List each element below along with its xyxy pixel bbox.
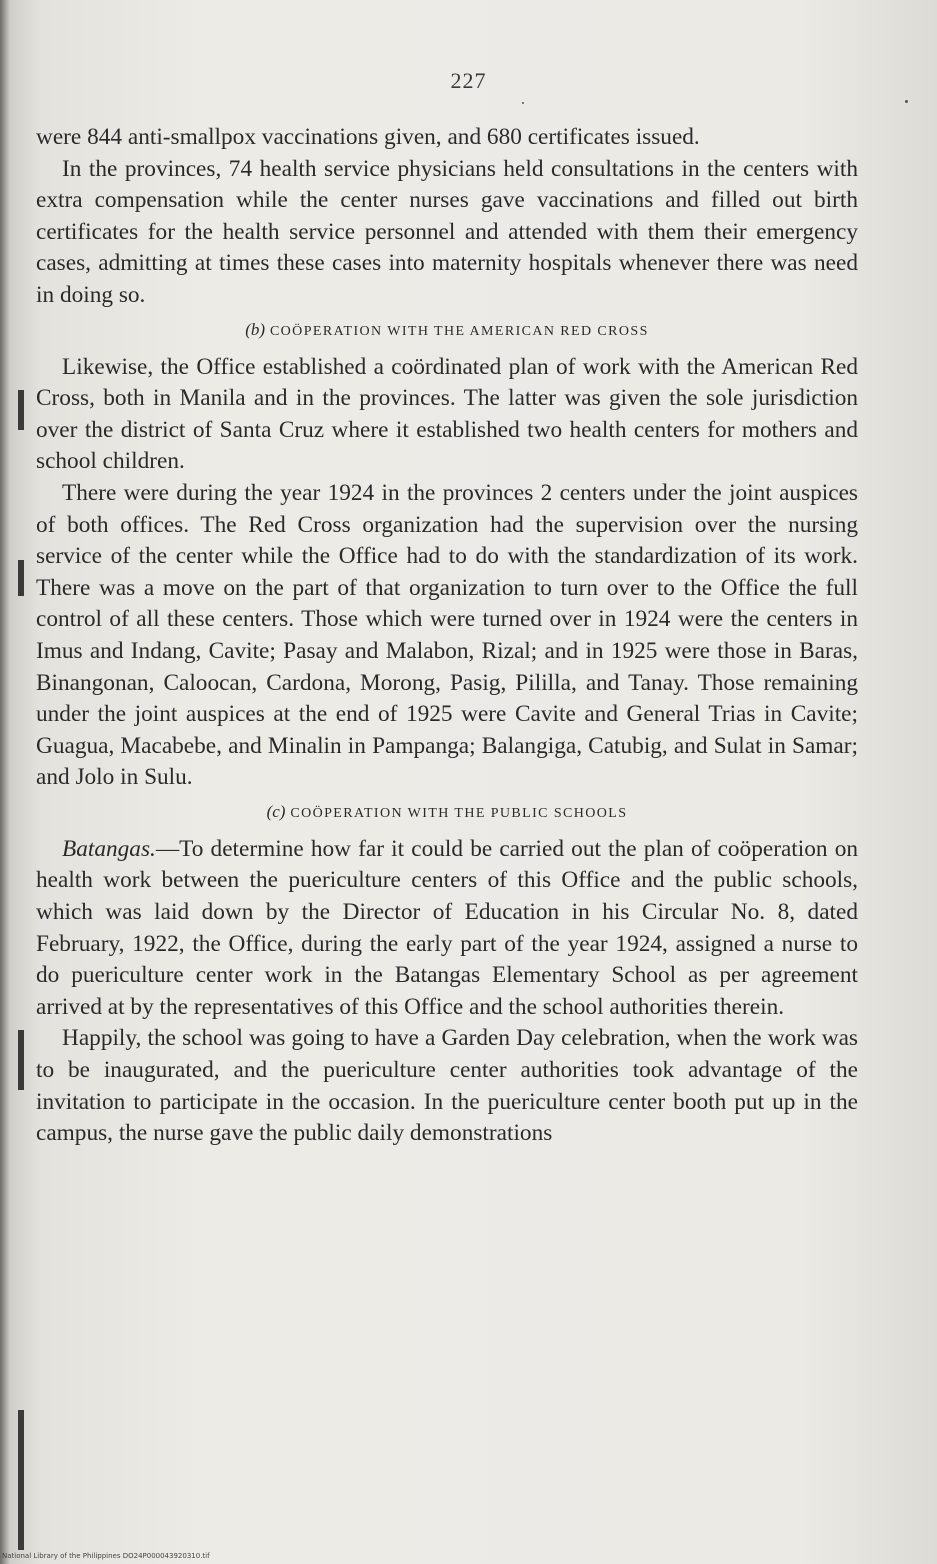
scan-credit: National Library of the Philippines DO24P000043920310.tif (2, 1552, 210, 1560)
section-title: COÖPERATION WITH THE PUBLIC SCHOOLS (290, 805, 628, 821)
paragraph (36, 834, 858, 1024)
paragraph: Happily, the school was going to have a Garden Day celebration, when the work was to be inaugurated, and the puericulture center authorities took advantage of the invitation to participate in the occasion. In the puericulture center booth put up in the campus, the nurse gave the public daily demonstrations (36, 1025, 858, 1147)
paragraph: were 844 anti-smallpox vaccinations given, and 680 certificates issued. (36, 124, 700, 150)
margin-mark (18, 560, 24, 596)
paragraph: There were during the year 1924 in the provinces 2 centers under the joint auspices of both offices. The Red Cross organization had the supervision over the nursing service of the center while the Office had to do with the standardization of its work. There was a move on the part of that organization to turn over to the Office the full control of all these centers. Those which were turned over in 1924 were the centers in Imus and Indang, Cavite; Pasay and Malabon, Rizal; and in 1925 were those in Baras, Binangonan, Caloocan, Cardona, Morong, Pasig, Pililla, and Tanay. Those remaining under the joint auspices at the end of 1925 were Cavite and General Trias in Cavite; Guagua, Macabebe, and Minalin in Pampanga; Balangiga, Catubig, and Sulat in Samar; and Jolo in Sulu. (36, 479, 858, 791)
body-text (36, 122, 858, 1150)
paragraph-text: —To determine how far it could be carried out the plan of coöperation on health work between the puericulture centers of this Office and the public schools, which was laid down by the Director of Education in his Circular No. 8, dated February, 1922, the Office, during the early part of the year 1924, assigned a nurse to do puericulture center work in the Batangas Elementary School as per agreement arrived at by the representatives of this Office and the school authorities therein. (36, 835, 858, 1020)
ink-speck (522, 102, 524, 104)
section-heading (36, 320, 858, 342)
run-in-heading: Batangas. (62, 835, 156, 862)
section-label: (c) (266, 801, 286, 821)
section-title: COÖPERATION WITH THE AMERICAN RED CROSS (269, 323, 649, 339)
paragraph: In the provinces, 74 health service physicians held consultations in the centers with extra compensation while the center nurses gave vaccinations and filled out birth certificates for the health service personnel and attended with them their emergency cases, admitting at times these cases into maternity hospitals whenever there was need in doing so. (36, 155, 858, 308)
section-heading (36, 802, 858, 824)
paragraph: Likewise, the Office established a coördinated plan of work with the American Red Cross, both in Manila and in the provinces. The latter was given the sole jurisdiction over the district of Santa Cruz where it established two health centers for mothers and school children. (36, 353, 858, 475)
book-spine-shadow (0, 0, 10, 1564)
page-number: 227 (450, 68, 487, 93)
margin-mark (18, 1030, 24, 1090)
ink-speck (905, 100, 908, 103)
section-label: (b) (245, 319, 266, 339)
margin-mark (18, 390, 24, 430)
margin-mark (18, 1410, 24, 1550)
